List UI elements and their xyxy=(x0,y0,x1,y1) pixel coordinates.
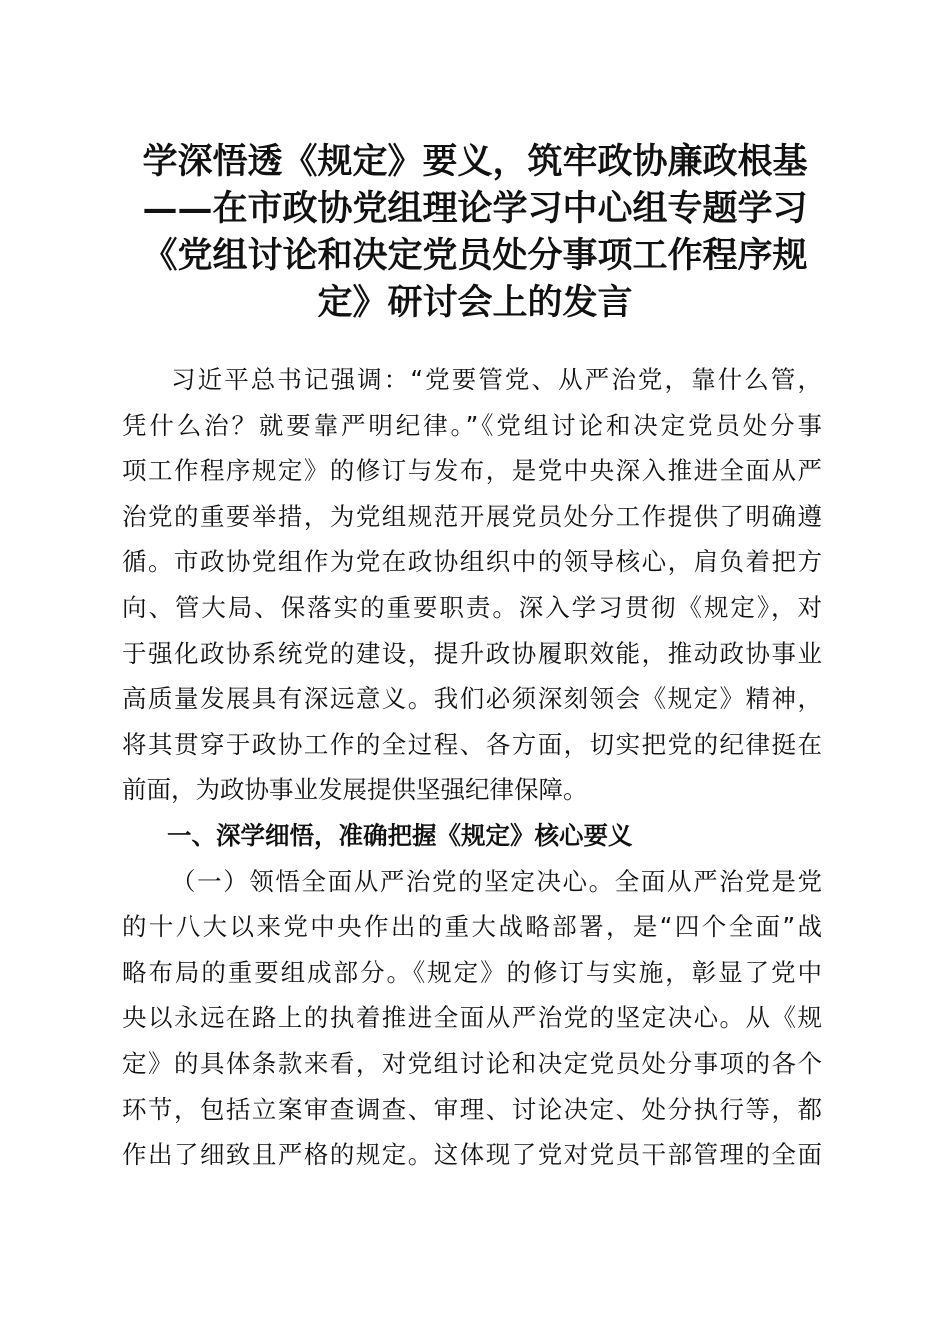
paragraph-line: 于强化政协系统党的建设，提升政协履职效能，推动政协事业 xyxy=(122,638,822,668)
paragraph-line: （一）领悟全面从严治党的坚定决心。全面从严治党是党 xyxy=(171,866,822,896)
paragraph-line: 习近平总书记强调：“党要管党、从严治党，靠什么管， xyxy=(171,365,822,394)
document-title xyxy=(110,138,840,326)
section-paragraph xyxy=(122,859,822,1178)
paragraph-line: 环节，包括立案审查调查、审理、讨论决定、处分执行等，都 xyxy=(122,1094,822,1124)
paragraph-line: 凭什么治？就要靠严明纪律。”《党组讨论和决定党员处分事 xyxy=(122,410,822,440)
paragraph-line: 作出了细致且严格的规定。这体现了党对党员干部管理的全面 xyxy=(122,1140,822,1170)
title-line-2: ——在市政协党组理论学习中心组专题学习 xyxy=(142,188,808,229)
paragraph-line: 将其贯穿于政协工作的全过程、各方面，切实把党的纪律挺在 xyxy=(122,729,822,759)
title-line-4: 定》研讨会上的发言 xyxy=(317,282,633,323)
paragraph-line: 定》的具体条款来看，对党组讨论和决定党员处分事项的各个 xyxy=(122,1048,822,1078)
title-line-3: 《党组讨论和决定党员处分事项工作程序规 xyxy=(142,235,808,276)
paragraph-line: 治党的重要举措，为党组规范开展党员处分工作提供了明确遵 xyxy=(122,501,822,531)
paragraph-line: 央以永远在路上的执着推进全面从严治党的坚定决心。从《规 xyxy=(122,1003,822,1033)
paragraph-line: 前面，为政协事业发展提供坚强纪律保障。 xyxy=(122,775,588,805)
paragraph-line: 的十八大以来党中央作出的重大战略部署，是“四个全面”战 xyxy=(122,912,822,942)
section-heading: 一、深学细悟，准确把握《规定》核心要义 xyxy=(167,820,633,850)
paragraph-line: 向、管大局、保落实的重要职责。深入学习贯彻《规定》，对 xyxy=(122,592,822,622)
intro-paragraph xyxy=(122,357,822,813)
document-body xyxy=(122,357,822,1178)
paragraph-line: 项工作程序规定》的修订与发布，是党中央深入推进全面从严 xyxy=(122,456,822,486)
paragraph-line: 循。市政协党组作为党在政协组织中的领导核心，肩负着把方 xyxy=(122,547,822,577)
paragraph-line: 略布局的重要组成部分。《规定》的修订与实施，彰显了党中 xyxy=(122,957,822,987)
title-line-1: 学深悟透《规定》要义，筑牢政协廉政根基 xyxy=(142,141,808,182)
paragraph-line: 高质量发展具有深远意义。我们必须深刻领会《规定》精神， xyxy=(122,684,822,714)
